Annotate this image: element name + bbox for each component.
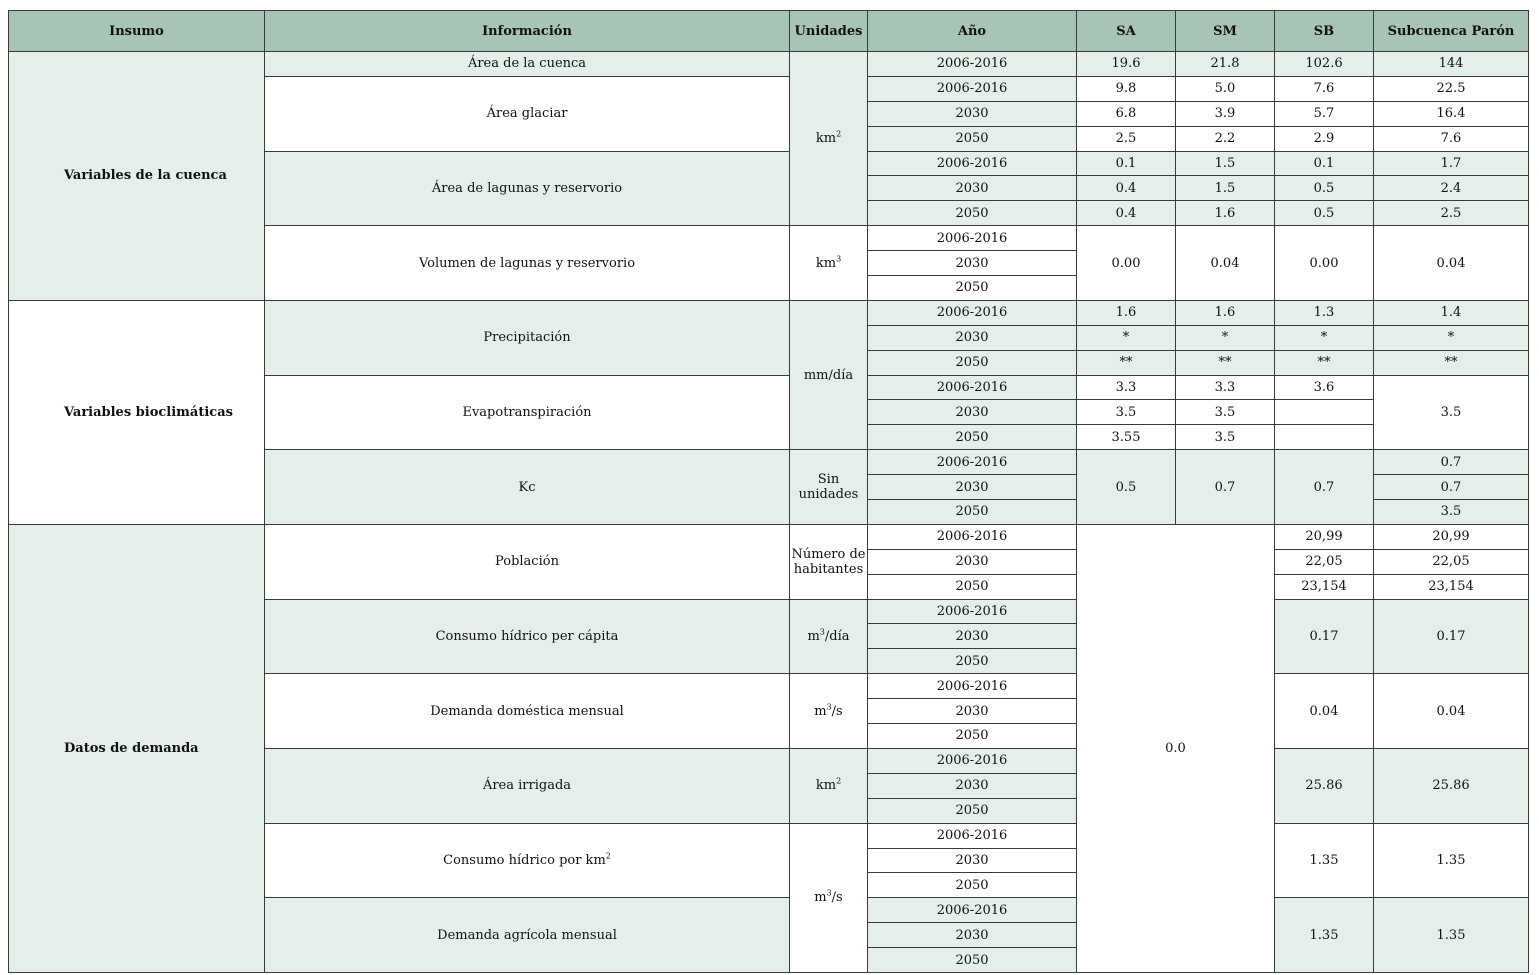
- value-cell: 0.7: [1176, 450, 1275, 525]
- header-informacion: Información: [265, 11, 790, 52]
- unit-km2: $km^2$: [790, 52, 868, 226]
- info-area-cuenca: Área de la cuenca: [265, 52, 790, 77]
- year-cell: 2006-2016: [868, 151, 1077, 176]
- year-cell: 2006-2016: [868, 823, 1077, 848]
- value-cell: 3.9: [1176, 101, 1275, 126]
- year-cell: 2050: [868, 724, 1077, 749]
- value-cell: 0.00: [1077, 226, 1176, 301]
- value-cell: 3.5: [1374, 375, 1529, 450]
- value-cell: 3.5: [1176, 425, 1275, 450]
- year-cell: 2050: [868, 201, 1077, 226]
- value-cell: 1.5: [1176, 176, 1275, 201]
- value-cell: 0.7: [1374, 475, 1529, 500]
- value-cell: 102.6: [1275, 52, 1374, 77]
- year-cell: 2006-2016: [868, 375, 1077, 400]
- year-cell: 2006-2016: [868, 674, 1077, 699]
- value-cell: 3.5: [1077, 400, 1176, 425]
- data-table: [8, 10, 1529, 973]
- value-cell: 1.35: [1275, 823, 1374, 898]
- unit-m3-s-b: $m^3/s$: [790, 823, 868, 972]
- header-paron: Subcuenca Parón: [1374, 11, 1529, 52]
- info-area-glaciar: Área glaciar: [265, 76, 790, 151]
- info-consumo-km2: Consumo hídrico por $km^2$: [265, 823, 790, 898]
- value-cell: 3.6: [1275, 375, 1374, 400]
- value-cell: 7.6: [1275, 76, 1374, 101]
- unit-sin-unidades: Sin unidades: [790, 450, 868, 525]
- value-cell: 5.7: [1275, 101, 1374, 126]
- info-evapotranspiracion: Evapotranspiración: [265, 375, 790, 450]
- value-cell: 1.4: [1374, 300, 1529, 325]
- header-sm: SM: [1176, 11, 1275, 52]
- year-cell: 2006-2016: [868, 52, 1077, 77]
- value-cell: 9.8: [1077, 76, 1176, 101]
- value-cell: **: [1275, 350, 1374, 375]
- value-cell: [1275, 400, 1374, 425]
- header-anio: Año: [868, 11, 1077, 52]
- year-cell: 2006-2016: [868, 599, 1077, 624]
- year-cell: 2030: [868, 549, 1077, 574]
- value-cell: 1.5: [1176, 151, 1275, 176]
- value-cell: 21.8: [1176, 52, 1275, 77]
- value-cell: 25.86: [1374, 748, 1529, 823]
- value-cell: 2.5: [1374, 201, 1529, 226]
- year-cell: 2050: [868, 425, 1077, 450]
- value-cell: *: [1176, 325, 1275, 350]
- year-cell: 2030: [868, 475, 1077, 500]
- year-cell: 2006-2016: [868, 450, 1077, 475]
- value-cell: 20,99: [1374, 524, 1529, 549]
- value-cell: 1.6: [1176, 201, 1275, 226]
- year-cell: 2030: [868, 923, 1077, 948]
- year-cell: 2050: [868, 873, 1077, 898]
- year-cell: 2050: [868, 948, 1077, 973]
- year-cell: 2030: [868, 400, 1077, 425]
- info-area-lagunas: Área de lagunas y reservorio: [265, 151, 790, 226]
- value-cell: 0.5: [1077, 450, 1176, 525]
- group-demanda: Datos de demanda: [9, 524, 265, 972]
- value-cell: 6.8: [1077, 101, 1176, 126]
- value-cell: [1275, 425, 1374, 450]
- header-row: [9, 11, 1529, 52]
- value-cell: 16.4: [1374, 101, 1529, 126]
- table-row: [9, 52, 1529, 77]
- info-consumo-percapita: Consumo hídrico per cápita: [265, 599, 790, 674]
- value-cell: 2.9: [1275, 126, 1374, 151]
- year-cell: 2030: [868, 325, 1077, 350]
- year-cell: 2006-2016: [868, 524, 1077, 549]
- value-cell: 20,99: [1275, 524, 1374, 549]
- value-cell: 1.6: [1077, 300, 1176, 325]
- year-cell: 2030: [868, 848, 1077, 873]
- value-cell: 3.3: [1176, 375, 1275, 400]
- value-cell: 144: [1374, 52, 1529, 77]
- table-row: [9, 524, 1529, 549]
- value-cell: 0.1: [1275, 151, 1374, 176]
- info-demanda-domestica: Demanda doméstica mensual: [265, 674, 790, 749]
- info-poblacion: Población: [265, 524, 790, 599]
- year-cell: 2006-2016: [868, 76, 1077, 101]
- header-insumo: Insumo: [9, 11, 265, 52]
- year-cell: 2006-2016: [868, 300, 1077, 325]
- year-cell: 2050: [868, 500, 1077, 525]
- value-cell: 1.35: [1374, 823, 1529, 898]
- year-cell: 2030: [868, 251, 1077, 276]
- info-volumen-lagunas: Volumen de lagunas y reservorio: [265, 226, 790, 301]
- group-bio: Variables bioclimáticas: [9, 300, 265, 524]
- year-cell: 2030: [868, 773, 1077, 798]
- info-area-irrigada: Área irrigada: [265, 748, 790, 823]
- value-cell: 5.0: [1176, 76, 1275, 101]
- value-cell: **: [1176, 350, 1275, 375]
- value-cell: 23,154: [1275, 574, 1374, 599]
- info-demanda-agricola: Demanda agrícola mensual: [265, 898, 790, 973]
- value-cell: 0.04: [1374, 226, 1529, 301]
- header-sa: SA: [1077, 11, 1176, 52]
- value-cell: 0.7: [1374, 450, 1529, 475]
- value-cell: **: [1374, 350, 1529, 375]
- year-cell: 2050: [868, 798, 1077, 823]
- value-cell: 22,05: [1374, 549, 1529, 574]
- value-cell: *: [1275, 325, 1374, 350]
- value-cell: 1.6: [1176, 300, 1275, 325]
- year-cell: 2006-2016: [868, 748, 1077, 773]
- table-container: [8, 10, 1529, 973]
- year-cell: 2050: [868, 350, 1077, 375]
- info-precipitacion: Precipitación: [265, 300, 790, 375]
- value-cell: 0.5: [1275, 176, 1374, 201]
- value-cell: 0.04: [1176, 226, 1275, 301]
- header-sb: SB: [1275, 11, 1374, 52]
- value-cell: 19.6: [1077, 52, 1176, 77]
- value-cell: 7.6: [1374, 126, 1529, 151]
- header-unidades: Unidades: [790, 11, 868, 52]
- value-cell: **: [1077, 350, 1176, 375]
- unit-m3-s: $m^3/s$: [790, 674, 868, 749]
- value-cell: 0.1: [1077, 151, 1176, 176]
- value-cell: 25.86: [1275, 748, 1374, 823]
- year-cell: 2050: [868, 126, 1077, 151]
- value-cell: 3.5: [1374, 500, 1529, 525]
- unit-km3: $km^3$: [790, 226, 868, 301]
- year-cell: 2006-2016: [868, 898, 1077, 923]
- value-cell: 23,154: [1374, 574, 1529, 599]
- unit-habitantes: Número de habitantes: [790, 524, 868, 599]
- value-cell: 1.7: [1374, 151, 1529, 176]
- year-cell: 2006-2016: [868, 226, 1077, 251]
- value-cell: 1.3: [1275, 300, 1374, 325]
- info-kc: Kc: [265, 450, 790, 525]
- unit-m3-dia: $m^3$/día: [790, 599, 868, 674]
- value-cell: 22,05: [1275, 549, 1374, 574]
- unit-km2-b: $km^2$: [790, 748, 868, 823]
- value-cell: 0.4: [1077, 176, 1176, 201]
- value-cell: 0.5: [1275, 201, 1374, 226]
- year-cell: 2030: [868, 101, 1077, 126]
- year-cell: 2030: [868, 624, 1077, 649]
- year-cell: 2030: [868, 699, 1077, 724]
- value-cell: 0.04: [1374, 674, 1529, 749]
- value-cell: 2.2: [1176, 126, 1275, 151]
- year-cell: 2050: [868, 276, 1077, 301]
- year-cell: 2050: [868, 649, 1077, 674]
- value-cell: 0.04: [1275, 674, 1374, 749]
- value-cell: *: [1077, 325, 1176, 350]
- value-cell: 3.55: [1077, 425, 1176, 450]
- value-cell: 0.7: [1275, 450, 1374, 525]
- value-cell: 0.17: [1275, 599, 1374, 674]
- value-cell: 3.3: [1077, 375, 1176, 400]
- value-cell: 0.17: [1374, 599, 1529, 674]
- value-cell: 0.0: [1077, 524, 1275, 972]
- year-cell: 2050: [868, 574, 1077, 599]
- value-cell: *: [1374, 325, 1529, 350]
- value-cell: 2.5: [1077, 126, 1176, 151]
- value-cell: 0.4: [1077, 201, 1176, 226]
- value-cell: 1.35: [1374, 898, 1529, 973]
- value-cell: 0.00: [1275, 226, 1374, 301]
- value-cell: 3.5: [1176, 400, 1275, 425]
- value-cell: 2.4: [1374, 176, 1529, 201]
- value-cell: 22.5: [1374, 76, 1529, 101]
- value-cell: 1.35: [1275, 898, 1374, 973]
- year-cell: 2030: [868, 176, 1077, 201]
- unit-mm-dia: mm/día: [790, 300, 868, 449]
- table-row: [9, 300, 1529, 325]
- group-cuenca: Variables de la cuenca: [9, 52, 265, 301]
